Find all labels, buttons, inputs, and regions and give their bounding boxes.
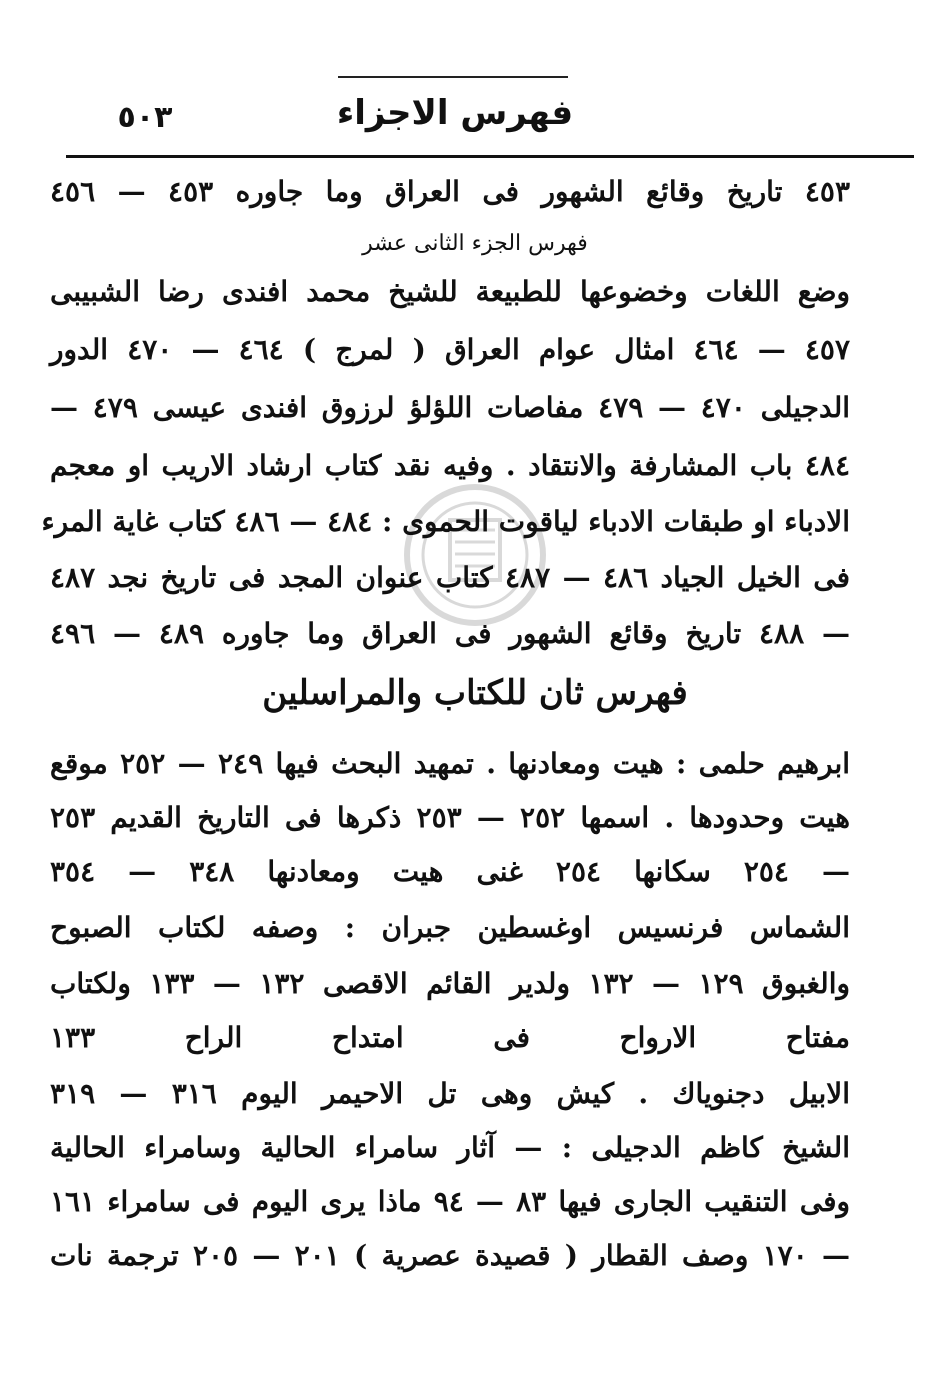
text-line-3: ٤٥٧ — ٤٦٤ امثال عوام العراق ( لمرج ) ٤٦٤ — ٤٧٠ الدور	[50, 333, 851, 366]
page-title: فهرس الاجزاء	[336, 93, 574, 133]
text-line-9: ابرهيم حلمى : هيت ومعادنها . تمهيد البحث فيها ٢٤٩ — ٢٥٢ موقع	[50, 747, 851, 780]
text-line-5: ٤٨٤ باب المشارفة والانتقاد . وفيه نقد كتاب ارشاد الاريب او معجم	[50, 449, 850, 482]
text-line-8: — ٤٨٨ تاريخ وقائع الشهور فى العراق وما جاوره ٤٨٩ — ٤٩٦	[50, 617, 851, 650]
text-line-12: الشماس فرنسيس اوغسطين جبران : وصفه لكتاب الصبوح	[50, 911, 850, 944]
text-line-2: وضع اللغات وخضوعها للطبيعة للشيخ محمد افندى رضا الشبيبى	[50, 275, 850, 308]
text-line-14: مفتاح الارواح فى امتداح الراح ١٣٣	[50, 1021, 850, 1054]
header-rule	[66, 155, 914, 158]
text-line-4: الدجيلى ٤٧٠ — ٤٧٩ مفاصات اللؤلؤ لرزوق افندى عيسى ٤٧٩ —	[50, 391, 851, 424]
text-line-7: فى الخيل الجياد ٤٨٦ — ٤٨٧ كتاب عنوان المجد فى تاريخ نجد ٤٨٧	[50, 561, 850, 594]
text-line-10: هيت وحدودها . اسمها ٢٥٢ — ٢٥٣ ذكرها فى التاريخ القديم ٢٥٣	[50, 801, 850, 834]
text-line-16: الشيخ كاظم الدجيلى : — آثار سامراء الحالية وسامراء الحالية	[50, 1131, 850, 1164]
text-line-18: — ١٧٠ وصف القطار ( قصيدة عصرية ) ٢٠١ — ٢٠٥ ترجمة نات	[50, 1239, 850, 1272]
text-line-6: الادباء او طبقات الادباء لياقوت الحموى : ٤٨٤ — ٤٨٦ كتاب غاية المرء	[41, 505, 850, 538]
section-heading: فهرس ثان للكتاب والمراسلين	[262, 673, 688, 713]
text-line-15: الابيل دجنوياك . كيش وهى تل الاحيمر اليوم ٣١٦ — ٣١٩	[50, 1077, 851, 1110]
text-line-17: وفى التنقيب الجارى فيها ٨٣ — ٩٤ ماذا يرى اليوم فى سامراء ١٦١	[50, 1185, 850, 1218]
text-line-11: — ٢٥٤ سكانها ٢٥٤ غنى هيت ومعادنها ٣٤٨ — ٣٥٤	[50, 855, 850, 888]
text-line-1: ٤٥٣ تاريخ وقائع الشهور فى العراق وما جاوره ٤٥٣ — ٤٥٦	[50, 175, 851, 208]
page-number: ٥٠٣	[117, 100, 173, 135]
text-line-13: والغبوق ١٢٩ — ١٣٢ ولدير القائم الاقصى ١٣٢ — ١٣٣ ولكتاب	[50, 967, 851, 1000]
subheading: فهرس الجزء الثانى عشر	[362, 231, 588, 256]
header-ornament-line	[338, 76, 568, 78]
